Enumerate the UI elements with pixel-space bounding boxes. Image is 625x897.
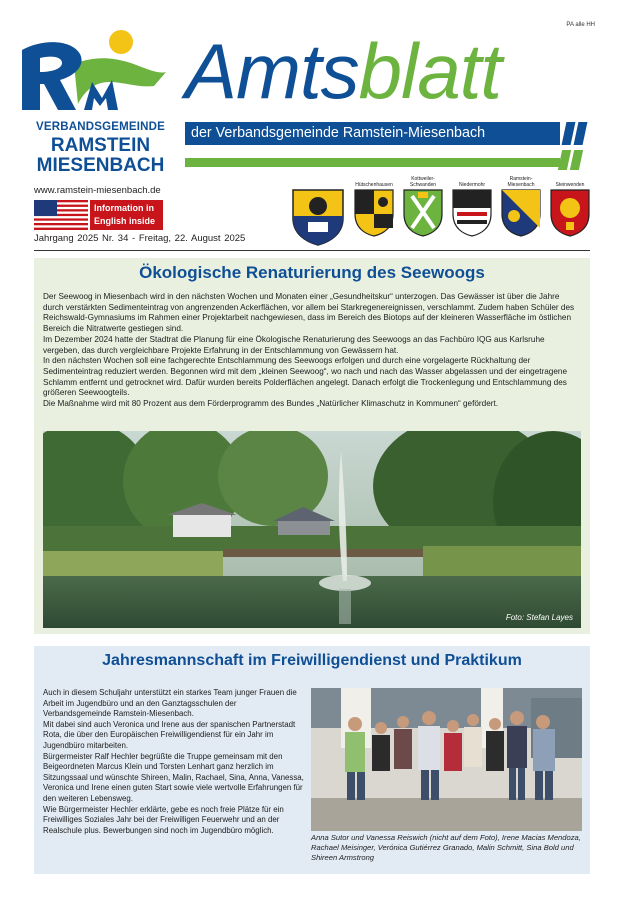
photo-caption: Anna Sutor und Vanessa Reiswich (nicht auf dem Foto), Irene Macias Mendoza, Rachael Meisinger, Verónica Gutiérrez Granado, Malin Schmitt, Sina Bold und Shireen Armstrong: [311, 833, 581, 862]
article-paragraph: Der Seewoog in Miesenbach wird in den nächsten Wochen und Monaten einer „Gesundheitskur“ unterzogen. Das Gewässer ist über die Jahre durch verstärkten Sedimenteintrag von angrenzenden Ackerflächen, vor allem bei Starkregenereignissen, verschlammt. Zudem haben Schüler des Reichswald-Gymnasiums im Rahmen einer Projektarbeit nachgewiesen, dass im Bereich des Biotops auf der kleineren Wasserfläche im östlichen Bereich die Nitratwerte gestiegen sind.: [43, 292, 575, 334]
logo-text: [33, 122, 168, 175]
article-paragraph: In den nächsten Wochen soll eine fachgerechte Entschlammung des Seewoogs erfolgen und durch eine vorgelagerte Rückhaltung der Sedimenteintrag reduziert werden. Begonnen wird mit dem „kleinen Seewoog“, wo nach und nach das Wasser abgelassen und der eingetragene Schlamm entfernt und getrocknet wird. Dafür wurden bereits Polderflächen angelegt. Danach erfolgt die Trockenlegung und Entschlammung des größeren Seewoogteils.: [43, 356, 568, 398]
crest-huetschenhausen: [353, 176, 395, 243]
crest-label: Niedermohr: [458, 182, 486, 188]
article-jahresmannschaft: [34, 646, 590, 874]
article-title: Jahresmannschaft im Freiwilligendienst und Praktikum: [102, 652, 522, 669]
issue-line: Jahrgang 2025 Nr. 34 - Freitag, 22. August 2025: [34, 233, 246, 244]
slash-mark: [570, 150, 583, 170]
shield-icon: [353, 188, 395, 238]
article-paragraph: Auch in diesem Schuljahr unterstützt ein starkes Team junger Frauen die Arbeit im Jugendbüro und an den Ganztagsschulen der Verbandsgemeinde Ramstein-Miesenbach.: [43, 688, 297, 719]
green-bar: [185, 158, 560, 167]
article-title: Ökologische Renaturierung des Seewoogs: [139, 263, 485, 282]
photo-credit: Foto: Stefan Layes: [505, 613, 573, 622]
article-paragraph: Im Dezember 2024 hatte der Stadtrat die Planung für eine Ökologische Renaturierung des Seewoogs an das Fachbüro IQG aus Karlsruhe vergeben, das durch vergleichbare Projekte Erfahrung in der Entschlammung von Gewässern hat.: [43, 334, 545, 355]
seewoog-photo: [43, 431, 581, 628]
shield-icon: [500, 188, 542, 238]
slash-mark: [558, 150, 571, 170]
crest-label: Kottweiler-Schwanden: [409, 176, 437, 188]
article-paragraph: Mit dabei sind auch Veronica und Irene aus der spanischen Partnerstadt Rota, die über den Europäischen Freiwilligendienst für ein Jahr im Jugendbüro mitarbeiten.: [43, 719, 296, 750]
crest-ramstein-miesenbach: [500, 176, 542, 243]
crest-label: Ramstein-Miesenbach: [507, 176, 535, 188]
website-link[interactable]: www.ramstein-miesenbach.de: [34, 185, 161, 196]
crest-label: Steinwenden: [555, 182, 585, 188]
shield-icon: [402, 188, 444, 238]
us-flag-icon: [34, 200, 88, 230]
group-photo: [311, 688, 582, 831]
logo-line-1: VERBANDSGEMEINDE: [35, 121, 166, 133]
english-info-badge[interactable]: Information in English inside: [90, 200, 163, 230]
article-paragraph: Wie Bürgermeister Hechler erklärte, gebe es noch freie Plätze für ein Freiwilliges Soziales Jahr bei der Freiwilligen Feuerwehr und an der Realschule plus. Bewerbungen sind noch im Jugendbüro möglich.: [43, 804, 284, 835]
lake-fountain-image: [43, 431, 581, 628]
shield-icon: [451, 188, 493, 238]
crest-label: Hütschenhausen: [355, 182, 393, 188]
masthead-blatt: blatt: [358, 27, 502, 115]
crest-steinwenden: [549, 176, 591, 243]
header-rule: [34, 250, 590, 251]
slash-mark: [574, 122, 588, 145]
masthead: [185, 27, 502, 115]
shield-icon: [549, 188, 591, 238]
crest-label: [290, 176, 346, 188]
crest-kottweiler-schwanden: [402, 176, 444, 243]
logo-line-3: MIESENBACH: [36, 154, 165, 176]
crest-verbandsgemeinde: [290, 176, 346, 251]
masthead-amts: Amts: [185, 27, 359, 115]
article-paragraph: Bürgermeister Ralf Hechler begrüßte die Truppe gemeinsam mit den Beigeordneten Marcus Klein und Torsten Lenhart ganz herzlich im Sitzungssaal und wünschte Shireen, Malin, Rachael, Sina, Anna, Vanessa, Veronica und Irene einen guten Start sowie viele wertvolle Erfahrungen für den weiteren Lebensweg.: [43, 751, 304, 803]
article-body: [43, 292, 581, 410]
shield-icon: [290, 188, 346, 246]
article-body: [43, 688, 306, 836]
logo-line-2: RAMSTEIN: [50, 134, 151, 156]
group-portrait-image: [311, 688, 582, 831]
article-renaturierung: [34, 258, 590, 634]
masthead-subtitle: der Verbandsgemeinde Ramstein-Miesenbach: [185, 122, 560, 145]
crest-niedermohr: [451, 176, 493, 243]
article-paragraph: Die Maßnahme wird mit 80 Prozent aus dem Förderprogramm des Bundes „Natürlicher Klimaschutz in Kommunen“ gefördert.: [43, 399, 499, 409]
postal-code: PA alle HH: [566, 22, 595, 28]
